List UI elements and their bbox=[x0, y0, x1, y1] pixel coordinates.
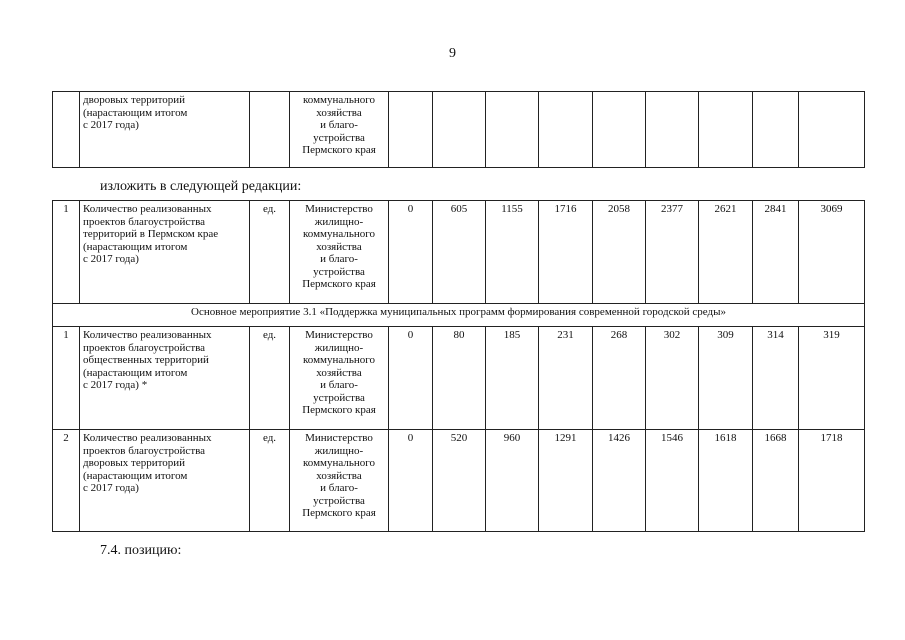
value-cell: 231 bbox=[539, 327, 593, 430]
value-cell: 1546 bbox=[646, 430, 699, 532]
value-cell: 319 bbox=[799, 327, 865, 430]
value-cell: 520 bbox=[433, 430, 486, 532]
row-number-cell: 2 bbox=[53, 430, 80, 532]
value-cell: 302 bbox=[646, 327, 699, 430]
indicators-table bbox=[52, 200, 865, 532]
value-cell: 1718 bbox=[799, 430, 865, 532]
unit-cell bbox=[250, 92, 290, 168]
value-cell: 2621 bbox=[699, 201, 753, 304]
top-fragment-row bbox=[53, 92, 865, 168]
value-cell: 0 bbox=[389, 201, 433, 304]
table-row bbox=[53, 201, 865, 304]
unit-cell: ед. bbox=[250, 201, 290, 304]
value-cell bbox=[799, 92, 865, 168]
value-cell: 0 bbox=[389, 327, 433, 430]
indicator-name-cell: дворовых территорий (нарастающим итогом с 2017 года) bbox=[80, 92, 250, 168]
indicator-name-cell: Количество реализованных проектов благоустройства общественных территорий (нарастающим итогом с 2017 года) * bbox=[80, 327, 250, 430]
value-cell bbox=[486, 92, 539, 168]
responsible-cell: Министерство жилищно- коммунального хозяйства и благо- устройства Пермского края bbox=[290, 327, 389, 430]
top-fragment-table bbox=[52, 91, 865, 168]
value-cell: 80 bbox=[433, 327, 486, 430]
value-cell: 185 bbox=[486, 327, 539, 430]
value-cell bbox=[753, 92, 799, 168]
value-cell: 314 bbox=[753, 327, 799, 430]
value-cell: 3069 bbox=[799, 201, 865, 304]
value-cell: 0 bbox=[389, 430, 433, 532]
table-row bbox=[53, 327, 865, 430]
row-number-cell: 1 bbox=[53, 201, 80, 304]
indicator-name-cell: Количество реализованных проектов благоустройства территорий в Пермском крае (нарастающим итогом с 2017 года) bbox=[80, 201, 250, 304]
unit-cell: ед. bbox=[250, 327, 290, 430]
unit-cell: ед. bbox=[250, 430, 290, 532]
value-cell: 1155 bbox=[486, 201, 539, 304]
value-cell: 605 bbox=[433, 201, 486, 304]
section-header-row bbox=[53, 304, 865, 327]
value-cell bbox=[699, 92, 753, 168]
responsible-cell: коммунального хозяйства и благо- устройства Пермского края bbox=[290, 92, 389, 168]
value-cell: 1291 bbox=[539, 430, 593, 532]
value-cell: 1716 bbox=[539, 201, 593, 304]
value-cell bbox=[646, 92, 699, 168]
value-cell: 960 bbox=[486, 430, 539, 532]
responsible-cell: Министерство жилищно- коммунального хозяйства и благо- устройства Пермского края bbox=[290, 201, 389, 304]
value-cell: 1668 bbox=[753, 430, 799, 532]
value-cell bbox=[593, 92, 646, 168]
value-cell: 2058 bbox=[593, 201, 646, 304]
value-cell bbox=[539, 92, 593, 168]
value-cell: 1618 bbox=[699, 430, 753, 532]
value-cell: 1426 bbox=[593, 430, 646, 532]
caption-replace-text: изложить в следующей редакции: bbox=[100, 179, 302, 194]
page-number: 9 bbox=[449, 46, 456, 61]
row-number-cell: 1 bbox=[53, 327, 80, 430]
section-title: Основное мероприятие 3.1 «Поддержка муниципальных программ формирования современной городской среды» bbox=[53, 304, 865, 327]
value-cell bbox=[389, 92, 433, 168]
caption-position-text: 7.4. позицию: bbox=[100, 543, 182, 558]
indicator-name-cell: Количество реализованных проектов благоустройства дворовых территорий (нарастающим итогом с 2017 года) bbox=[80, 430, 250, 532]
value-cell: 2377 bbox=[646, 201, 699, 304]
num-cell bbox=[53, 92, 80, 168]
value-cell: 2841 bbox=[753, 201, 799, 304]
value-cell: 268 bbox=[593, 327, 646, 430]
value-cell bbox=[433, 92, 486, 168]
table-row bbox=[53, 430, 865, 532]
value-cell: 309 bbox=[699, 327, 753, 430]
responsible-cell: Министерство жилищно- коммунального хозяйства и благо- устройства Пермского края bbox=[290, 430, 389, 532]
